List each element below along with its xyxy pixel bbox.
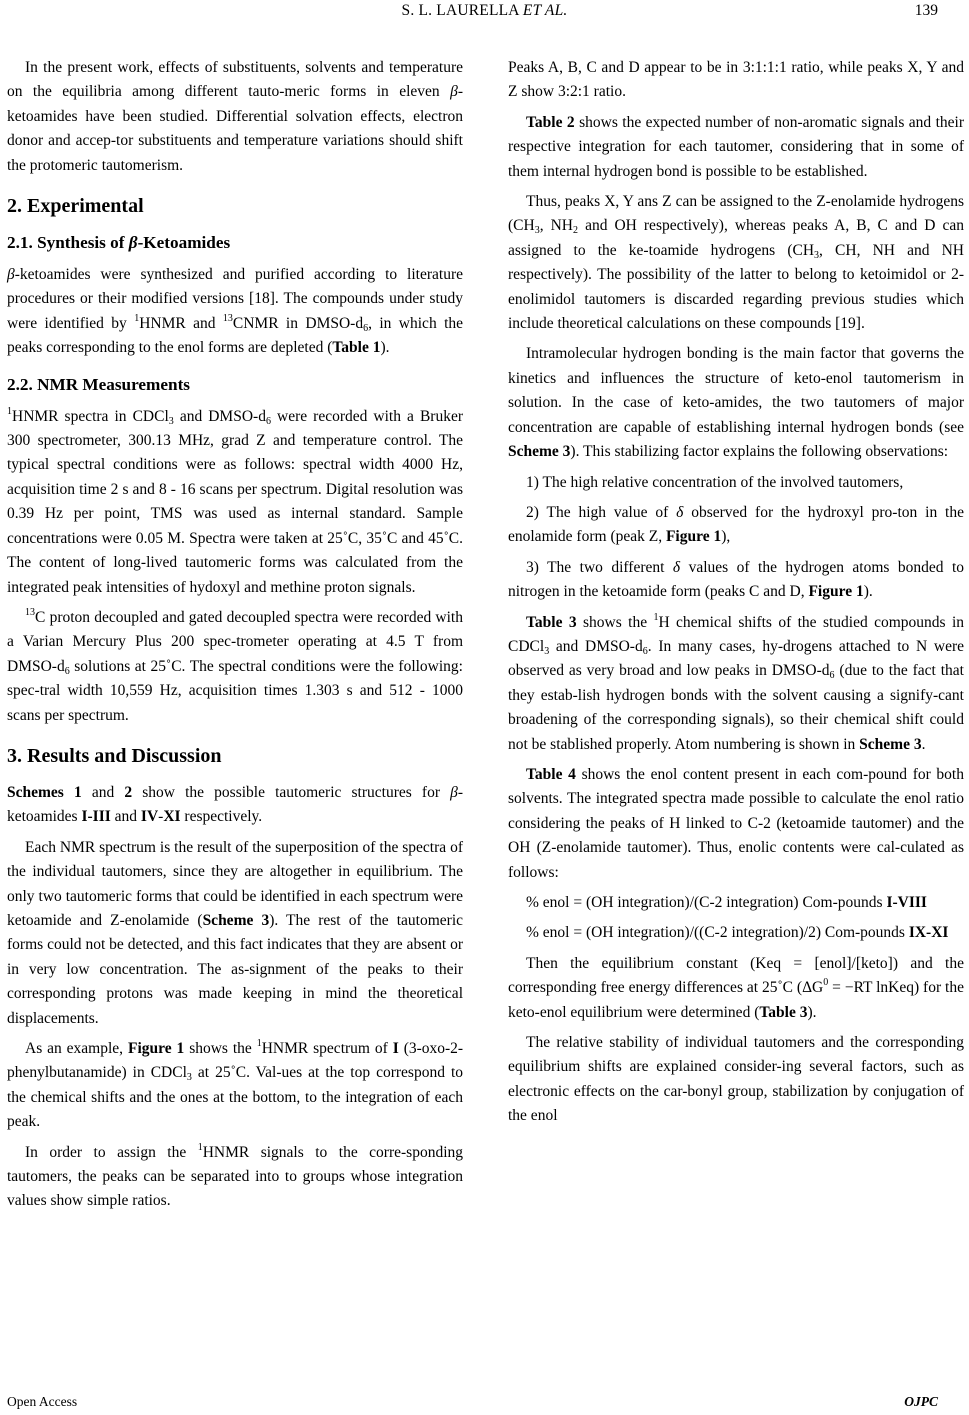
table-4-paragraph: Table 4 shows the enol content present in each com-pound for both solvents. The integrated spectra made possible to calculate the enol ratio considering the peaks of H linked to C-2 (ketoamide tautomer) and the OH (Z-enolamide tautomer). Thus, enolic contents were cal-culated as follows: — [508, 765, 964, 881]
left-column — [7, 56, 463, 1220]
schemes-paragraph: Schemes 1 and 2 show the possible tautomeric structures for β-ketoamides I-III and IV-XI respectively. — [7, 783, 464, 826]
figure-1-ref: Figure 1 — [665, 528, 722, 546]
observation-3: 3) The two different δ values of the hydrogen atoms bonded to nitrogen in the ketoamide form (peaks C and D, Figure 1). — [508, 558, 965, 601]
section-heading-results: 3. Results and Discussion — [7, 744, 222, 767]
peaks-ratio-paragraph: Peaks A, B, C and D appear to be in 3:1:1:1 ratio, while peaks X, Y and Z show 3:2:1 ratio. — [508, 59, 964, 101]
stability-paragraph: The relative stability of individual tautomers and the corresponding equilibrium shifts are explained consider-ing several factors, such as electronic effects on the car-bonyl group, stabilization by conjugation of the enol — [508, 1034, 964, 1125]
formula-1: % enol = (OH integration)/(C-2 integration) Com-pounds I-VIII — [526, 894, 927, 911]
intro-paragraph: In the present work, effects of substituents, solvents and temperature on the equilibria among different tauto-meric forms in eleven β-ketoamides have been studied. Differential solvation effects, electron donor and accep-tor substituents and temperature variations should shift the protomeric tautomerism. — [7, 59, 463, 174]
figure-1-ref: Figure 1 — [808, 583, 864, 601]
running-head-authors: S. L. LAURELLA — [401, 2, 519, 19]
scheme-3-ref: Scheme 3 — [859, 735, 922, 753]
nmr-paragraph: $^1$HNMR spectra in CDCl$_3$ and DMSO-$d_6$ were recorded with a Bruker 300 spectrometer, 300.13 MHz, grad Z and temperature control. The typical spectral conditions were as follows: spectral width 4000 Hz, acquisition time 2 s and 8 - 16 scans per spectrum. Digital resolution was 0.39 Hz per point, TMS was used as internal standard. Sample concentrations were 0.05 M. Spectra were taken at 25˚C, 35˚C and 45˚C. The content of long-lived tautomeric forms was calculated from the integrated peak intensities of hydoxyl and methine proton signals. — [7, 405, 463, 596]
hydrogen-bonding-paragraph: Intramolecular hydrogen bonding is the main factor that governs the kinetics and influences the structure of keto-enol tautomerism in solution. In the case of keto-amides, the two tautomers of major concentration are capable of establishing internal hydrogen bonds (see Scheme 3). This stabilizing factor explains the following observations: — [508, 345, 964, 461]
table-3-ref: Table 3 — [759, 1003, 808, 1021]
superposition-paragraph: Each NMR spectrum is the result of the superposition of the spectra of the individual tautomers, since they are altogether in equilibrium. The only two tautomeric forms that could be identified in each spectrum were ketoamide and Z-enolamide (Scheme 3). The rest of the tautomeric forms could not be detected, and this fact indicates that they are absent or in very low concentration. The as-signment of the peaks to their corresponding protons was made keeping in mind the theoretical displacements. — [7, 838, 464, 1027]
table-4-ref: Table 4 — [526, 765, 576, 783]
subsection-heading-nmr: 2.2. NMR Measurements — [7, 374, 190, 394]
running-head — [0, 2, 969, 26]
running-head-etal: ET AL. — [522, 2, 568, 19]
observation-2: 2) The high value of δ observed for the hydroxyl pro-ton in the enolamide form (peak Z, Figure 1), — [508, 503, 964, 546]
c13-paragraph: $^{13}$C proton decoupled and gated decoupled spectra were recorded with a Varian Mercury Plus 200 spec-trometer operating at 4.5 T from DMSO-$d_6$ solutions at 25˚C. The spectral conditions were the following: spec-tral width 10,559 Hz, acquisition times 1.303 s and 512 - 1000 scans per spectrum. — [7, 606, 463, 724]
scheme-1-ref: Schemes 1 — [7, 783, 82, 801]
table-1-ref: Table 1 — [332, 339, 381, 357]
footer-open-access: Open Access — [7, 1394, 78, 1409]
synthesis-paragraph: β-ketoamides were synthesized and purified according to literature procedures or their modified versions [18]. The compounds under study were identified by $^1$HNMR and $^{13}$CNMR in DMSO-$d_6$, in which the peaks corresponding to the enol forms are depleted (Table 1). — [7, 266, 464, 357]
formula-2: % enol = (OH integration)/((C-2 integration)/2) Com-pounds IX-XI — [526, 924, 949, 942]
scheme-2-ref: 2 — [124, 783, 133, 801]
table-2-paragraph: Table 2 shows the expected number of non-aromatic signals and their respective integration for each tautomer, considering that in some of them internal hydrogen bond is possible to be established. — [508, 113, 965, 180]
figure-1-ref: Figure 1 — [127, 1040, 185, 1057]
scheme-3-ref: Scheme 3 — [508, 443, 571, 461]
table-3-paragraph: Table 3 shows the $^1$H chemical shifts of the studied compounds in CDCl$_3$ and DMSO-$d_6$. In many cases, hy-drogens attached to N were observed as very broad and low peaks in DMSO-$d_6$ (due to the fact that they estab-lish hydrogen bonds with the solvent causing a signify-cant broadening of the corresponding signals), so their chemical shift could not be stablished properly. Atom numbering is shown in Scheme 3. — [508, 611, 964, 753]
equilibrium-paragraph: Then the equilibrium constant (Keq = [enol]/[keto]) and the corresponding free energy differences at 25˚C ($\Delta G^0 = -RT$ lnKeq) for the keto-enol equilibrium were determined (Table 3). — [508, 954, 964, 1021]
table-3-ref: Table 3 — [526, 613, 577, 631]
example-paragraph: As an example, Figure 1 shows the $^1$HNMR spectrum of I (3-oxo-2-phenylbutanamide) in CDCl$_3$ at 25˚C. Val-ues at the top correspond to the chemical shifts and the ones at the bottom, to the integration of each peak. — [7, 1038, 464, 1131]
observation-1: 1) The high relative concentration of the involved tautomers, — [526, 473, 904, 491]
scheme-3-ref: Scheme 3 — [202, 911, 270, 929]
assignment-paragraph: In order to assign the $^1$HNMR signals to the corre-sponding tautomers, the peaks can be separated into to groups whose integration values show simple ratios. — [7, 1141, 464, 1210]
page-number: 139 — [914, 2, 938, 19]
assignment-peaks-paragraph: Thus, peaks X, Y ans Z can be assigned to the Z-enolamide hydrogens ($CH_3$, $NH_2$ and OH respectively), whereas peaks A, B, C and D can assigned to the ke-toamide hydrogens ($CH_3$, CH, NH and NH respectively). The possibility of the latter to belong to ketoimidol or 2-enolimidol tautomers is discarded regarding previous studies which include theoretical calculations on these compounds [19]. — [508, 193, 965, 333]
footer-journal: OJPC — [904, 1394, 938, 1409]
table-2-ref: Table 2 — [526, 113, 575, 131]
section-heading-experimental: 2. Experimental — [7, 195, 144, 218]
right-column — [508, 56, 964, 1135]
subsection-heading-synthesis: 2.1. Synthesis of β-Ketoamides — [7, 233, 231, 253]
